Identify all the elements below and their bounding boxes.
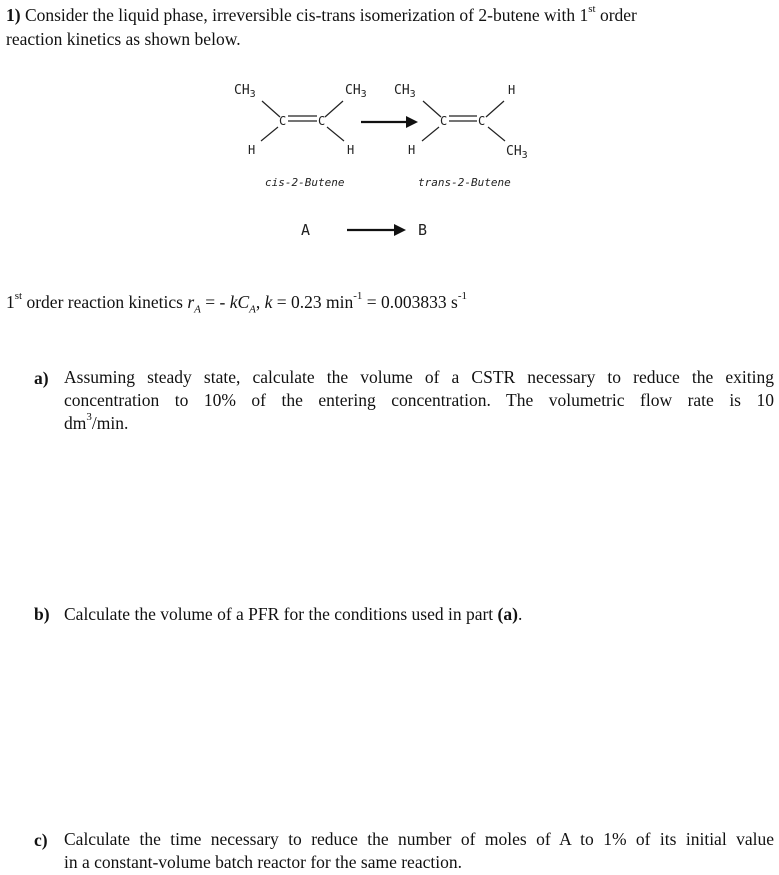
problem-intro-line2: reaction kinetics as shown below. (6, 29, 241, 49)
isomerization-diagram (0, 0, 779, 260)
trans-label: trans-2-Butene (418, 176, 511, 189)
part-a-label: a) (34, 368, 49, 388)
cis-ch3-left: $CH_3$ (234, 83, 256, 100)
trans-ch3-bottom: $CH_3$ (506, 144, 528, 161)
part-c-label: c) (34, 830, 48, 850)
intro-sup: st (588, 3, 596, 16)
cis-label: cis-2-Butene (265, 176, 345, 189)
intro-text: Consider the liquid phase, irreversible cis-trans isomerization of 2-butene with 1 (24, 5, 589, 25)
trans-h-bottom: H (408, 143, 416, 157)
cis-h-right: H (347, 143, 355, 157)
trans-carbon-1: C (440, 114, 448, 128)
intro-order: order (595, 5, 637, 25)
product-b: B (418, 221, 428, 239)
reactant-a: A (301, 221, 311, 239)
part-b-label: b) (34, 604, 50, 624)
trans-h-top: H (508, 83, 516, 97)
cis-carbon-1: C (279, 114, 287, 128)
trans-ch3-top: $CH_3$ (394, 83, 416, 100)
trans-carbon-2: C (478, 114, 486, 128)
cis-ch3-right: $CH_3$ (345, 83, 367, 100)
kinetics-line: 1st order reaction kinetics $r_A$ = - $kC_A$, k = 0.23 $\min^{-1} = 0.003833$ $s^{-1}$ (6, 290, 468, 316)
cis-h-left: H (248, 143, 256, 157)
part-b-text: Calculate the volume of a PFR for the conditions used in part (a). (64, 604, 523, 624)
cis-carbon-2: C (318, 114, 326, 128)
part-c-text: Calculate the time necessary to reduce the number of moles of A to 1% of its initial value in a constant-volume batch reactor for the same reaction. (64, 829, 774, 872)
part-a-text: Assuming steady state, calculate the volume of a CSTR necessary to reduce the exiting concentration to 10% of the entering concentration. The volumetric flow rate is 10 $dm^3/\min$. (64, 367, 774, 433)
problem-number: 1) (6, 5, 21, 25)
